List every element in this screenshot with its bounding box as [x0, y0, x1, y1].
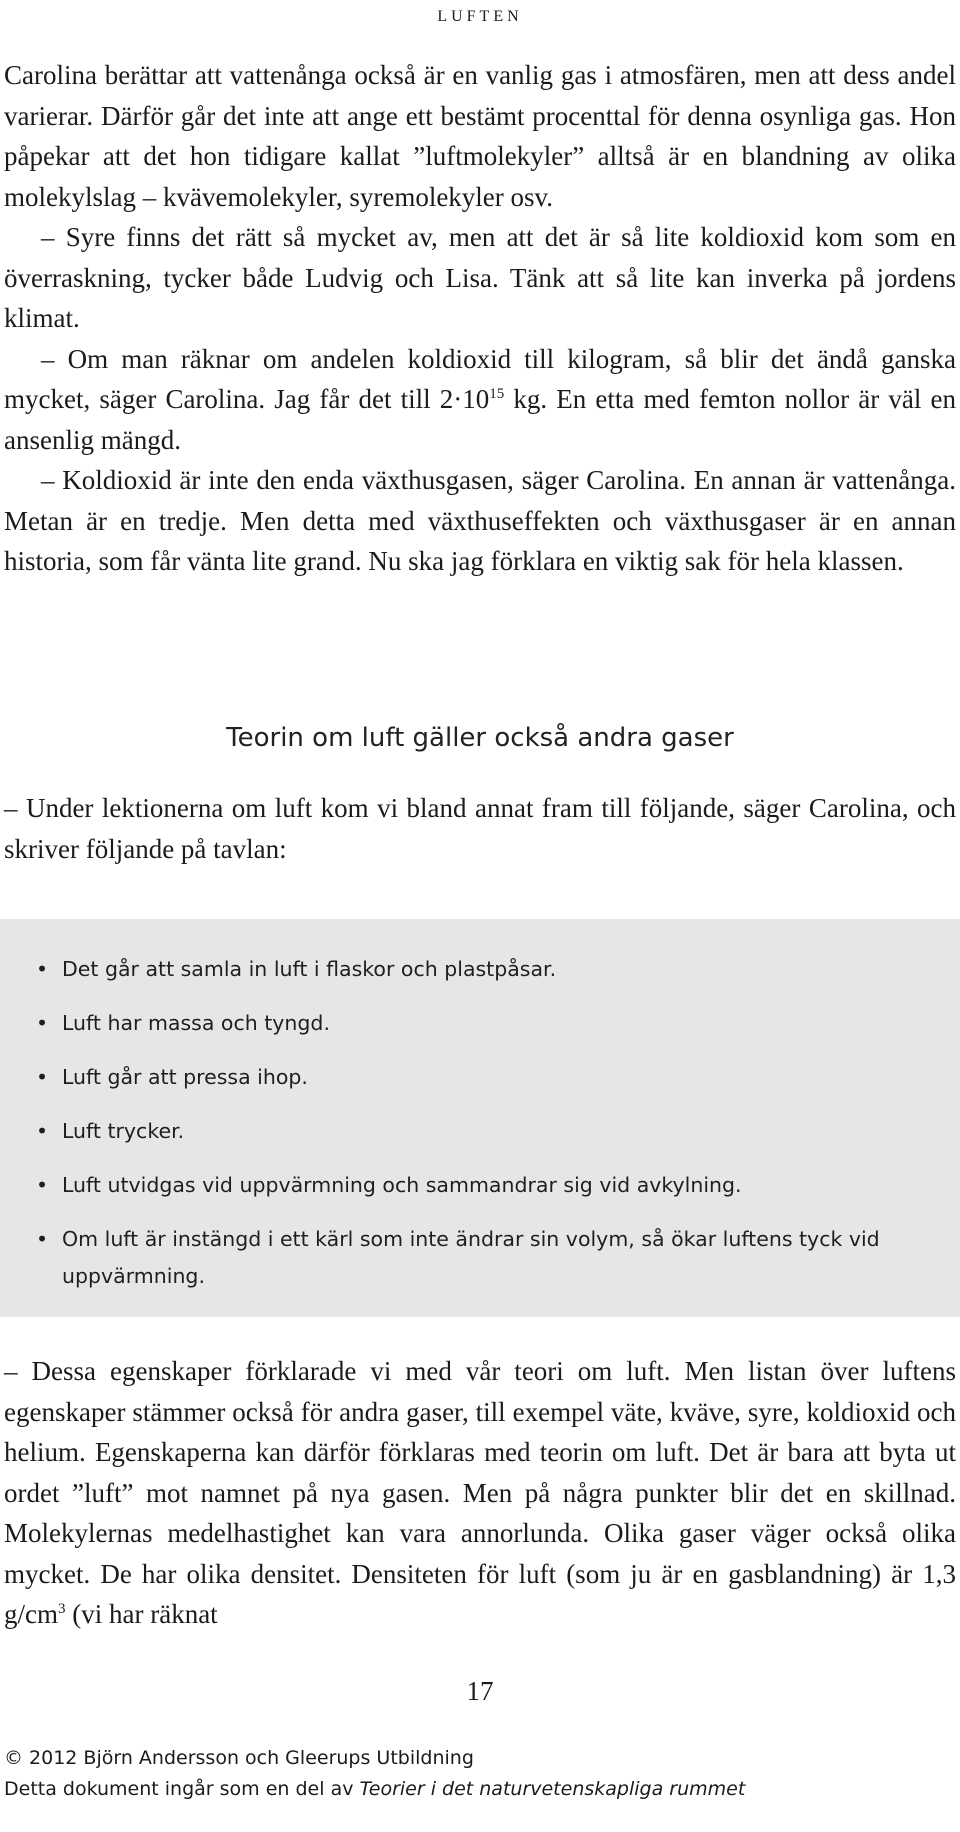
- paragraph-lead: – Under lektionerna om luft kom vi bland annat fram till följande, säger Carolina, och skriver följande på tavlan:: [4, 793, 956, 864]
- lead-section: [4, 788, 956, 869]
- list-item: • Om luft är instängd i ett kärl som inte ändrar sin volym, så ökar luftens tyck vid uppvärmning.: [36, 1221, 926, 1295]
- paragraph-co2-mass: [4, 339, 956, 461]
- board-list: [36, 951, 926, 1312]
- list-item: • Luft går att pressa ihop.: [36, 1059, 926, 1096]
- list-item: • Luft har massa och tyngd.: [36, 1005, 926, 1042]
- footer-note-prefix: Detta dokument ingår som en del av: [4, 1778, 360, 1800]
- paragraph-density: [4, 1351, 956, 1635]
- outro-section: [4, 1351, 956, 1635]
- co2-mass-text: – Om man räknar om andelen koldioxid till kilogram, så blir det ändå ganska mycket, säger Carolina. Jag får det till 2·10: [4, 343, 956, 414]
- footer-copyright: © 2012 Björn Andersson och Gleerups Utbildning: [4, 1747, 474, 1769]
- co2-mass-exponent: 15: [489, 386, 505, 402]
- paragraph-oxygen-co2: – Syre finns det rätt så mycket av, men att det är så lite koldioxid kom som en överraskning, tycker både Ludvig och Lisa. Tänk att så lite kan inverka på jordens klimat.: [4, 222, 956, 333]
- intro-section: [4, 55, 956, 582]
- running-head: luften: [437, 1, 523, 26]
- footer-book-title: Teorier i det naturvetenskapliga rummet: [359, 1778, 746, 1800]
- list-item: • Luft trycker.: [36, 1113, 926, 1150]
- footer-note: [4, 1776, 954, 1802]
- list-item: • Det går att samla in luft i flaskor och plastpåsar.: [36, 951, 926, 988]
- section-heading: Teorin om luft gäller också andra gaser: [226, 723, 734, 753]
- page-number: 17: [466, 1676, 494, 1706]
- paragraph-water-vapour: Carolina berättar att vattenånga också är en vanlig gas i atmosfären, men att dess andel varierar. Därför går det inte att ange ett bestämt procenttal för denna osynliga gas. Hon påpekar att det hon tidigare kallat ”luftmolekyler” alltså är en blandning av olika molekylslag – kvävemolekyler, syremolekyler osv.: [4, 60, 956, 212]
- board-list-box: [0, 919, 960, 1317]
- density-exponent: 3: [58, 1601, 66, 1617]
- density-text: – Dessa egenskaper förklarade vi med vår teori om luft. Men listan över luftens egenskaper stämmer också för andra gaser, till exempel väte, kväve, syre, koldioxid och helium. Egenskaperna kan därför förklaras med teorin om luft. Det är bara att byta ut ordet ”luft” mot namnet på nya gasen. Men på några punkter blir det en skillnad. Molekylernas medelhastighet kan vara annorlunda. Olika gaser väger också olika mycket. De har olika densitet. Densiteten för luft (som ju är en gasblandning) är 1,3 g/cm: [4, 1356, 956, 1629]
- density-text-end: (vi har räknat: [65, 1599, 218, 1629]
- co2-mass-text-end: kg. En etta med femton nollor är väl en ansenlig mängd.: [4, 384, 956, 455]
- paragraph-greenhouse: – Koldioxid är inte den enda växthusgasen, säger Carolina. En annan är vattenånga. Metan är en tredje. Men detta med växthuseffekten och växthusgaser är en annan historia, som får vänta lite grand. Nu ska jag förklara en viktig sak för hela klassen.: [4, 465, 956, 576]
- list-item: • Luft utvidgas vid uppvärmning och sammandrar sig vid avkylning.: [36, 1167, 926, 1204]
